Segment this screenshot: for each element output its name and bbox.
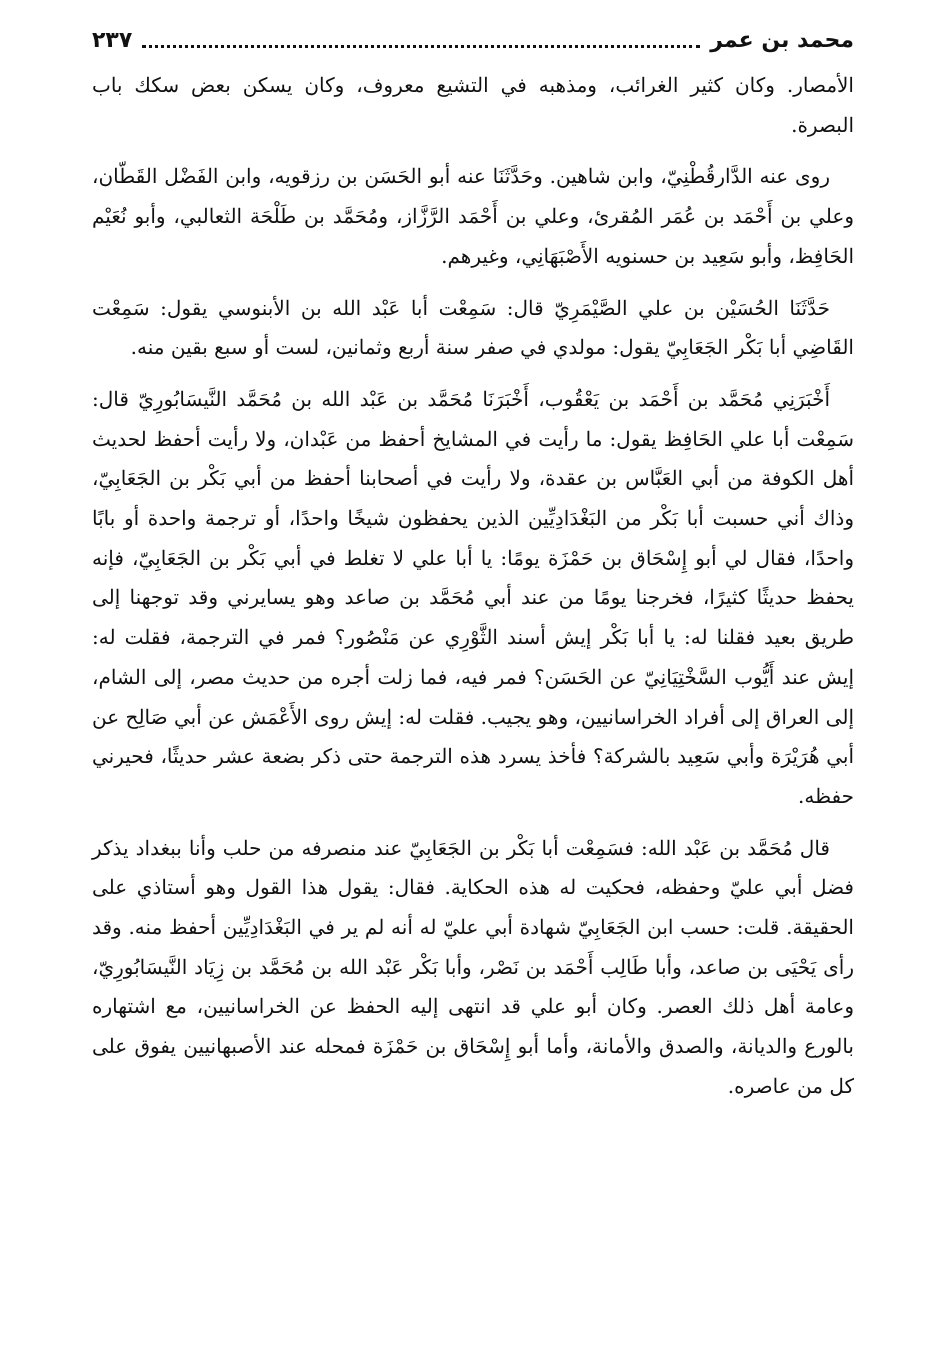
paragraph-birth-date: حَدَّثَنَا الحُسَيْن بن علي الصَّيْمَرِيّ قال: سَمِعْت أبا عَبْد الله بن الأبنوسي يقول: سَمِعْت القَاضِي أبا بَكْر الجَعَابِيّ يقول: مولدي في صفر سنة أربع وثمانين، لست أو سبع بقين منه.: [92, 295, 854, 360]
header-dot-leader: [142, 41, 700, 48]
page-number: ٢٣٧: [92, 27, 133, 53]
paragraph-narrators: روى عنه الدَّارقُطْنِيّ، وابن شاهين. وحَدَّثَنَا عنه أبو الحَسَن بن رزقويه، وابن الفَضْل القَطّان، وعلي بن أَحْمَد بن عُمَر المُقرئ، وعلي بن أَحْمَد الرَّزَّاز، ومُحَمَّد بن طَلْحَة الثعالبي، وأبو نُعَيْم الحَافِظ، وأبو سَعِيد بن حسنويه الأَصْبَهَانِي، وغيرهم.: [92, 164, 854, 268]
header-title: محمد بن عمر: [710, 27, 854, 53]
paragraph-memorization-story: أَخْبَرَنِي مُحَمَّد بن أَحْمَد بن يَعْقُوب، أَخْبَرَنَا مُحَمَّد بن عَبْد الله بن مُحَمَّد النَّيسَابُورِيّ قال: سَمِعْت أبا علي الحَافِظ يقول: ما رأيت في المشايخ أحفظ من عَبْدان، ولا رأيت أحفظ لحديث أهل الكوفة من أبي العَبَّاس بن عقدة، ولا رأيت في أصحابنا أحفظ من أبي بَكْر بن الجَعَابِيّ، وذاك أني حسبت أبا بَكْر من البَغْدَادِيِّين الذين يحفظون شيخًا واحدًا، أو ترجمة واحدة أو بابًا واحدًا، فقال لي أبو إِسْحَاق بن حَمْزَة يومًا: يا أبا علي لا تغلط في أبي بَكْر بن الجَعَابِيّ، فإنه يحفظ حديثًا كثيرًا، فخرجنا يومًا من عند أبي مُحَمَّد بن صاعد وهو يسايرني وقد توجهنا إلى طريق بعيد فقلنا له: يا أبا بَكْر إيش أسند الثَّوْرِي عن مَنْصُور؟ فمر في الترجمة، فقلت له: إيش عند أَيُّوب السَّخْتِيَانِيّ عن الحَسَن؟ فمر فيه، فما زلت أجره من حديث مصر، إلى الشام، إلى العراق إلى أفراد الخراسانيين، وهو يجيب. فقلت له: إيش روى الأَعْمَش عن أبي صَالِح عن أبي هُرَيْرَة وأبي سَعِيد بالشركة؟ فأخذ يسرد هذه الترجمة حتى ذكر بضعة عشر حديثًا، فحيرني حفظه.: [92, 386, 855, 808]
running-header: [92, 22, 854, 58]
page-body: [92, 66, 854, 1107]
paragraph-testimony: قال مُحَمَّد بن عَبْد الله: فسَمِعْت أبا بَكْر بن الجَعَابِيّ عند منصرفه من حلب وأنا ببغداد يذكر فضل أبي عليّ وحفظه، فحكيت له هذه الحكاية. فقال: يقول هذا القول وهو أستاذي على الحقيقة. قلت: حسب ابن الجَعَابِيّ شهادة أبي عليّ له أنه لم ير في البَغْدَادِيِّين أحفظ منه. وقد رأى يَحْيَى بن صاعد، وأبا طَالِب أَحْمَد بن نَصْر، وأبا بَكْر عَبْد الله بن مُحَمَّد بن زِيَاد النَّيسَابُورِيّ، وعامة أهل ذلك العصر. وكان أبو علي قد انتهى إليه الحفظ عن الخراسانيين، مع اشتهاره بالورع والديانة، والصدق والأمانة، وأما أبو إِسْحَاق بن حَمْزَة فمحله عند الأصبهانيين يفوق على كل من عاصره.: [92, 835, 854, 1098]
paragraph-continuation: الأمصار. وكان كثير الغرائب، ومذهبه في التشيع معروف، وكان يسكن بعض سكك باب البصرة.: [92, 73, 854, 137]
